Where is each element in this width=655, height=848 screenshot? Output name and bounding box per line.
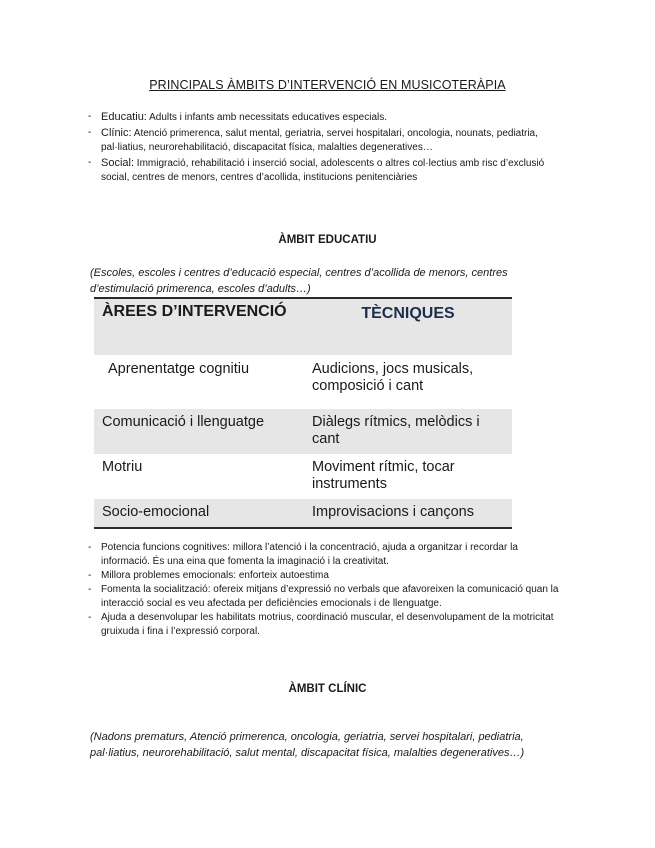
table-row	[94, 499, 512, 528]
clinic-note: (Nadons prematurs, Atenció primerenca, oncologia, geriatria, servei hospitalari, pediatria, pal·liatius, neurorehabilitació, salut mental, discapacitat física, malalties degeneratives…)	[90, 731, 525, 759]
intro-label: Clínic:	[101, 127, 132, 139]
intro-list	[88, 110, 568, 186]
table-cell-technique: Moviment rítmic, tocar instruments	[312, 459, 455, 492]
educatiu-note: (Escoles, escoles i centres d’educació especial, centres d’acollida de menors, centres d’estimulació primerenca, escoles d’adults…)	[90, 267, 508, 295]
table-cell-technique: Improvisacions i cançons	[304, 499, 512, 528]
table-cell-technique: Diàlegs rítmics, melòdics i cant	[304, 409, 512, 454]
table-header-areas: ÀREES D’INTERVENCIÓ	[94, 298, 304, 355]
list-item: - Ajuda a desenvolupar les habilitats motrius, coordinació muscular, el desenvolupament de la motricitat gruixuda i fina i l’expressió corporal.	[88, 611, 568, 639]
intro-text: Adults i infants amb necessitats educatives especials.	[146, 112, 388, 123]
areas-techniques-table	[94, 297, 512, 529]
page-title: PRINCIPALS ÀMBITS D’INTERVENCIÓ EN MUSICOTERÀPIA	[149, 78, 506, 92]
intro-label: Educatiu:	[101, 111, 147, 123]
intro-item-clinic	[88, 126, 568, 155]
table-cell-area: Comunicació i llenguatge	[94, 409, 304, 454]
table-cell-area: Aprenentatge cognitiu	[108, 361, 250, 377]
section-heading-educatiu: ÀMBIT EDUCATIU	[278, 234, 377, 246]
table-row	[94, 454, 512, 499]
intro-item-social	[88, 156, 568, 185]
table-cell-area: Socio-emocional	[94, 499, 304, 528]
table-row	[94, 355, 512, 409]
table-row	[94, 409, 512, 454]
table-header-row	[94, 298, 512, 355]
table-header-techniques: TÈCNIQUES	[304, 298, 512, 355]
intro-text: Atenció primerenca, salut mental, geriatria, servei hospitalari, oncologia, nounats, pediatria, pal·liatius, neurorehabilitació, discapacitat física, malalties degeneratives…	[101, 128, 538, 153]
list-item: - Potencia funcions cognitives: millora l’atenció i la concentració, ajuda a organitzar i recordar la informació. És una eina que fomenta la imaginació i la creativitat.	[88, 541, 568, 569]
section-heading-clinic: ÀMBIT CLÍNIC	[288, 683, 367, 695]
list-item: - Millora problemes emocionals: enforteix autoestima	[88, 569, 568, 583]
benefits-list	[88, 541, 568, 639]
intro-item-educatiu	[88, 110, 568, 125]
intro-label: Social:	[101, 157, 135, 169]
list-item: - Fomenta la socialització: ofereix mitjans d’expressió no verbals que afavoreixen la comunicació quan la interacció social es veu afectada per deficiències emocionals i de llenguatge.	[88, 583, 568, 611]
intro-text: Immigració, rehabilitació i inserció social, adolescents o altres col·lectius amb risc d’exclusió social, centres de menors, centres d’acollida, institucions penitenciàries	[101, 158, 545, 183]
table-cell-area: Motriu	[102, 459, 143, 475]
table-cell-technique: Audicions, jocs musicals, composició i cant	[312, 361, 474, 394]
